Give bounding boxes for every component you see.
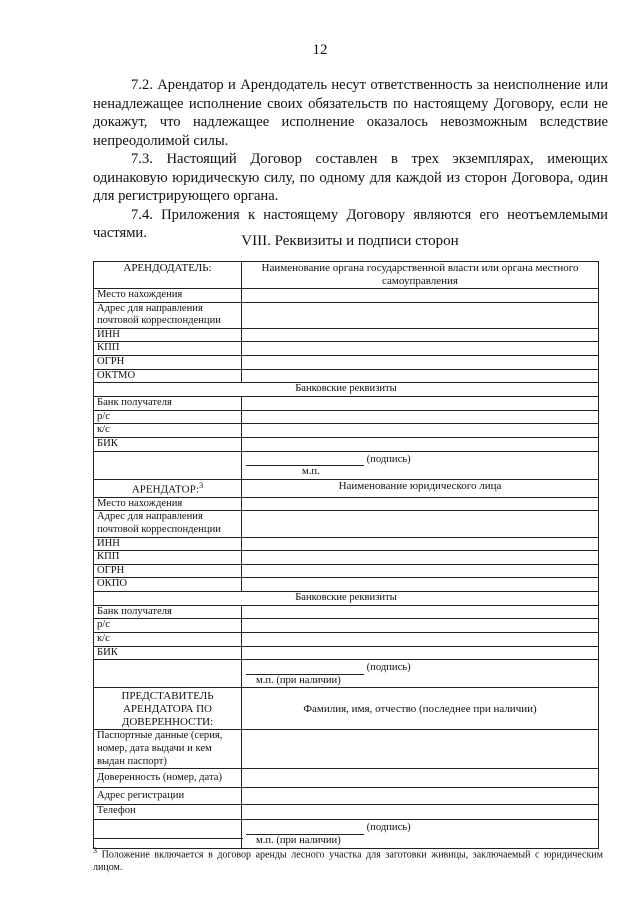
table-row <box>94 551 599 565</box>
value-cell[interactable] <box>242 497 599 511</box>
row-label: Адрес для направления почтовой корреспонденции <box>94 511 242 537</box>
table-row <box>94 289 599 303</box>
row-label: ОГРН <box>94 564 242 578</box>
table-row <box>94 633 599 647</box>
value-cell[interactable] <box>242 342 599 356</box>
landlord-bank-header-row <box>94 383 599 397</box>
contract-clauses <box>93 76 608 243</box>
row-label: БИК <box>94 646 242 660</box>
value-cell[interactable] <box>242 578 599 592</box>
row-label: КПП <box>94 342 242 356</box>
tenant-signature-line[interactable] <box>246 664 364 675</box>
landlord-header-row <box>94 262 599 289</box>
row-label: Доверенность (номер, дата) <box>94 769 242 788</box>
tenant-footnote-ref: 3 <box>199 480 204 490</box>
clause-7-4: 7.4. Приложения к настоящему Договору являются его неотъемлемыми частями. <box>93 206 608 241</box>
table-row <box>94 342 599 356</box>
row-label: р/с <box>94 619 242 633</box>
row-label: Банк получателя <box>94 397 242 411</box>
landlord-signature-label: (подпись) <box>366 453 411 465</box>
representative-signature-row <box>94 820 599 848</box>
table-row <box>94 397 599 411</box>
row-label: ОКПО <box>94 578 242 592</box>
table-row <box>94 769 599 788</box>
tenant-name-header: Наименование юридического лица <box>242 479 599 497</box>
value-cell[interactable] <box>242 551 599 565</box>
value-cell[interactable] <box>242 437 599 451</box>
representative-signature-label: (подпись) <box>366 822 411 834</box>
value-cell[interactable] <box>242 564 599 578</box>
value-cell[interactable] <box>242 369 599 383</box>
table-row <box>94 619 599 633</box>
landlord-signature-row <box>94 451 599 479</box>
landlord-signature-line[interactable] <box>246 455 364 466</box>
row-label: ИНН <box>94 328 242 342</box>
value-cell[interactable] <box>242 633 599 647</box>
table-row <box>94 369 599 383</box>
table-row <box>94 511 599 537</box>
tenant-title: АРЕНДАТОР: <box>131 483 200 496</box>
table-row <box>94 437 599 451</box>
row-label: Паспортные данные (серия, номер, дата выдачи и кем выдан паспорт) <box>94 730 242 769</box>
table-row <box>94 328 599 342</box>
tenant-header-row <box>94 479 599 497</box>
value-cell[interactable] <box>242 289 599 303</box>
row-label: р/с <box>94 410 242 424</box>
row-label: Адрес для направления почтовой корреспонденции <box>94 302 242 328</box>
value-cell[interactable] <box>242 769 599 788</box>
value-cell[interactable] <box>242 511 599 537</box>
row-label: Банк получателя <box>94 605 242 619</box>
table-row <box>94 302 599 328</box>
value-cell[interactable] <box>242 646 599 660</box>
row-label: Адрес регистрации <box>94 788 242 805</box>
value-cell[interactable] <box>242 328 599 342</box>
table-row <box>94 410 599 424</box>
table-row <box>94 730 599 769</box>
value-cell[interactable] <box>242 788 599 805</box>
row-label: ОГРН <box>94 355 242 369</box>
table-row <box>94 605 599 619</box>
footnote <box>93 845 603 874</box>
clause-7-2: 7.2. Арендатор и Арендодатель несут ответственность за неисполнение или ненадлежащее исполнение своих обязательств по настоящему Договору, если не докажут, что надлежащее исполнение оказалось невозможным вследствие непреодолимой силы. <box>93 77 608 149</box>
table-row <box>94 578 599 592</box>
row-label: БИК <box>94 437 242 451</box>
requisites-table <box>93 261 599 849</box>
table-row <box>94 788 599 805</box>
row-label: ОКТМО <box>94 369 242 383</box>
representative-signature-line[interactable] <box>246 824 364 835</box>
value-cell[interactable] <box>242 605 599 619</box>
value-cell[interactable] <box>242 302 599 328</box>
representative-header-row <box>94 688 599 730</box>
tenant-bank-header: Банковские реквизиты <box>94 591 599 605</box>
representative-title: ПРЕДСТАВИТЕЛЬ АРЕНДАТОРА ПО ДОВЕРЕННОСТИ: <box>94 688 242 730</box>
footnote-number: 3 <box>93 846 97 855</box>
value-cell[interactable] <box>242 397 599 411</box>
landlord-bank-header: Банковские реквизиты <box>94 383 599 397</box>
row-label: Место нахождения <box>94 289 242 303</box>
value-cell[interactable] <box>242 355 599 369</box>
representative-name-header: Фамилия, имя, отчество (последнее при наличии) <box>242 688 599 730</box>
value-cell[interactable] <box>242 424 599 438</box>
table-row <box>94 564 599 578</box>
value-cell[interactable] <box>242 730 599 769</box>
tenant-signature-row <box>94 660 599 688</box>
footnote-divider <box>93 838 243 839</box>
clause-7-3: 7.3. Настоящий Договор составлен в трех экземплярах, имеющих одинаковую юридическую силу, по одному для каждой из сторон Договора, один для регистрирующего органа. <box>93 151 608 204</box>
row-label: КПП <box>94 551 242 565</box>
value-cell[interactable] <box>242 619 599 633</box>
page-number: 12 <box>312 42 328 58</box>
row-label: к/с <box>94 633 242 647</box>
value-cell[interactable] <box>242 805 599 820</box>
value-cell[interactable] <box>242 410 599 424</box>
tenant-stamp-label: м.п. (при наличии) <box>256 674 341 686</box>
table-row <box>94 805 599 820</box>
table-row <box>94 355 599 369</box>
table-row <box>94 424 599 438</box>
table-row <box>94 646 599 660</box>
table-row <box>94 537 599 551</box>
section-title: VIII. Реквизиты и подписи сторон <box>241 233 459 249</box>
row-label: Место нахождения <box>94 497 242 511</box>
tenant-bank-header-row <box>94 591 599 605</box>
value-cell[interactable] <box>242 537 599 551</box>
tenant-signature-label: (подпись) <box>366 662 411 674</box>
landlord-name-header: Наименование органа государственной власти или органа местного самоуправления <box>242 262 599 289</box>
landlord-stamp-label: м.п. <box>302 466 320 478</box>
row-label: Телефон <box>94 805 242 820</box>
table-row <box>94 497 599 511</box>
row-label: к/с <box>94 424 242 438</box>
representative-stamp-label: м.п. (при наличии) <box>256 835 341 847</box>
footnote-text: Положение включается в договор аренды лесного участка для заготовки живицы, заключаемый с юридическим лицом. <box>93 849 604 873</box>
row-label: ИНН <box>94 537 242 551</box>
landlord-title: АРЕНДОДАТЕЛЬ: <box>94 262 242 289</box>
